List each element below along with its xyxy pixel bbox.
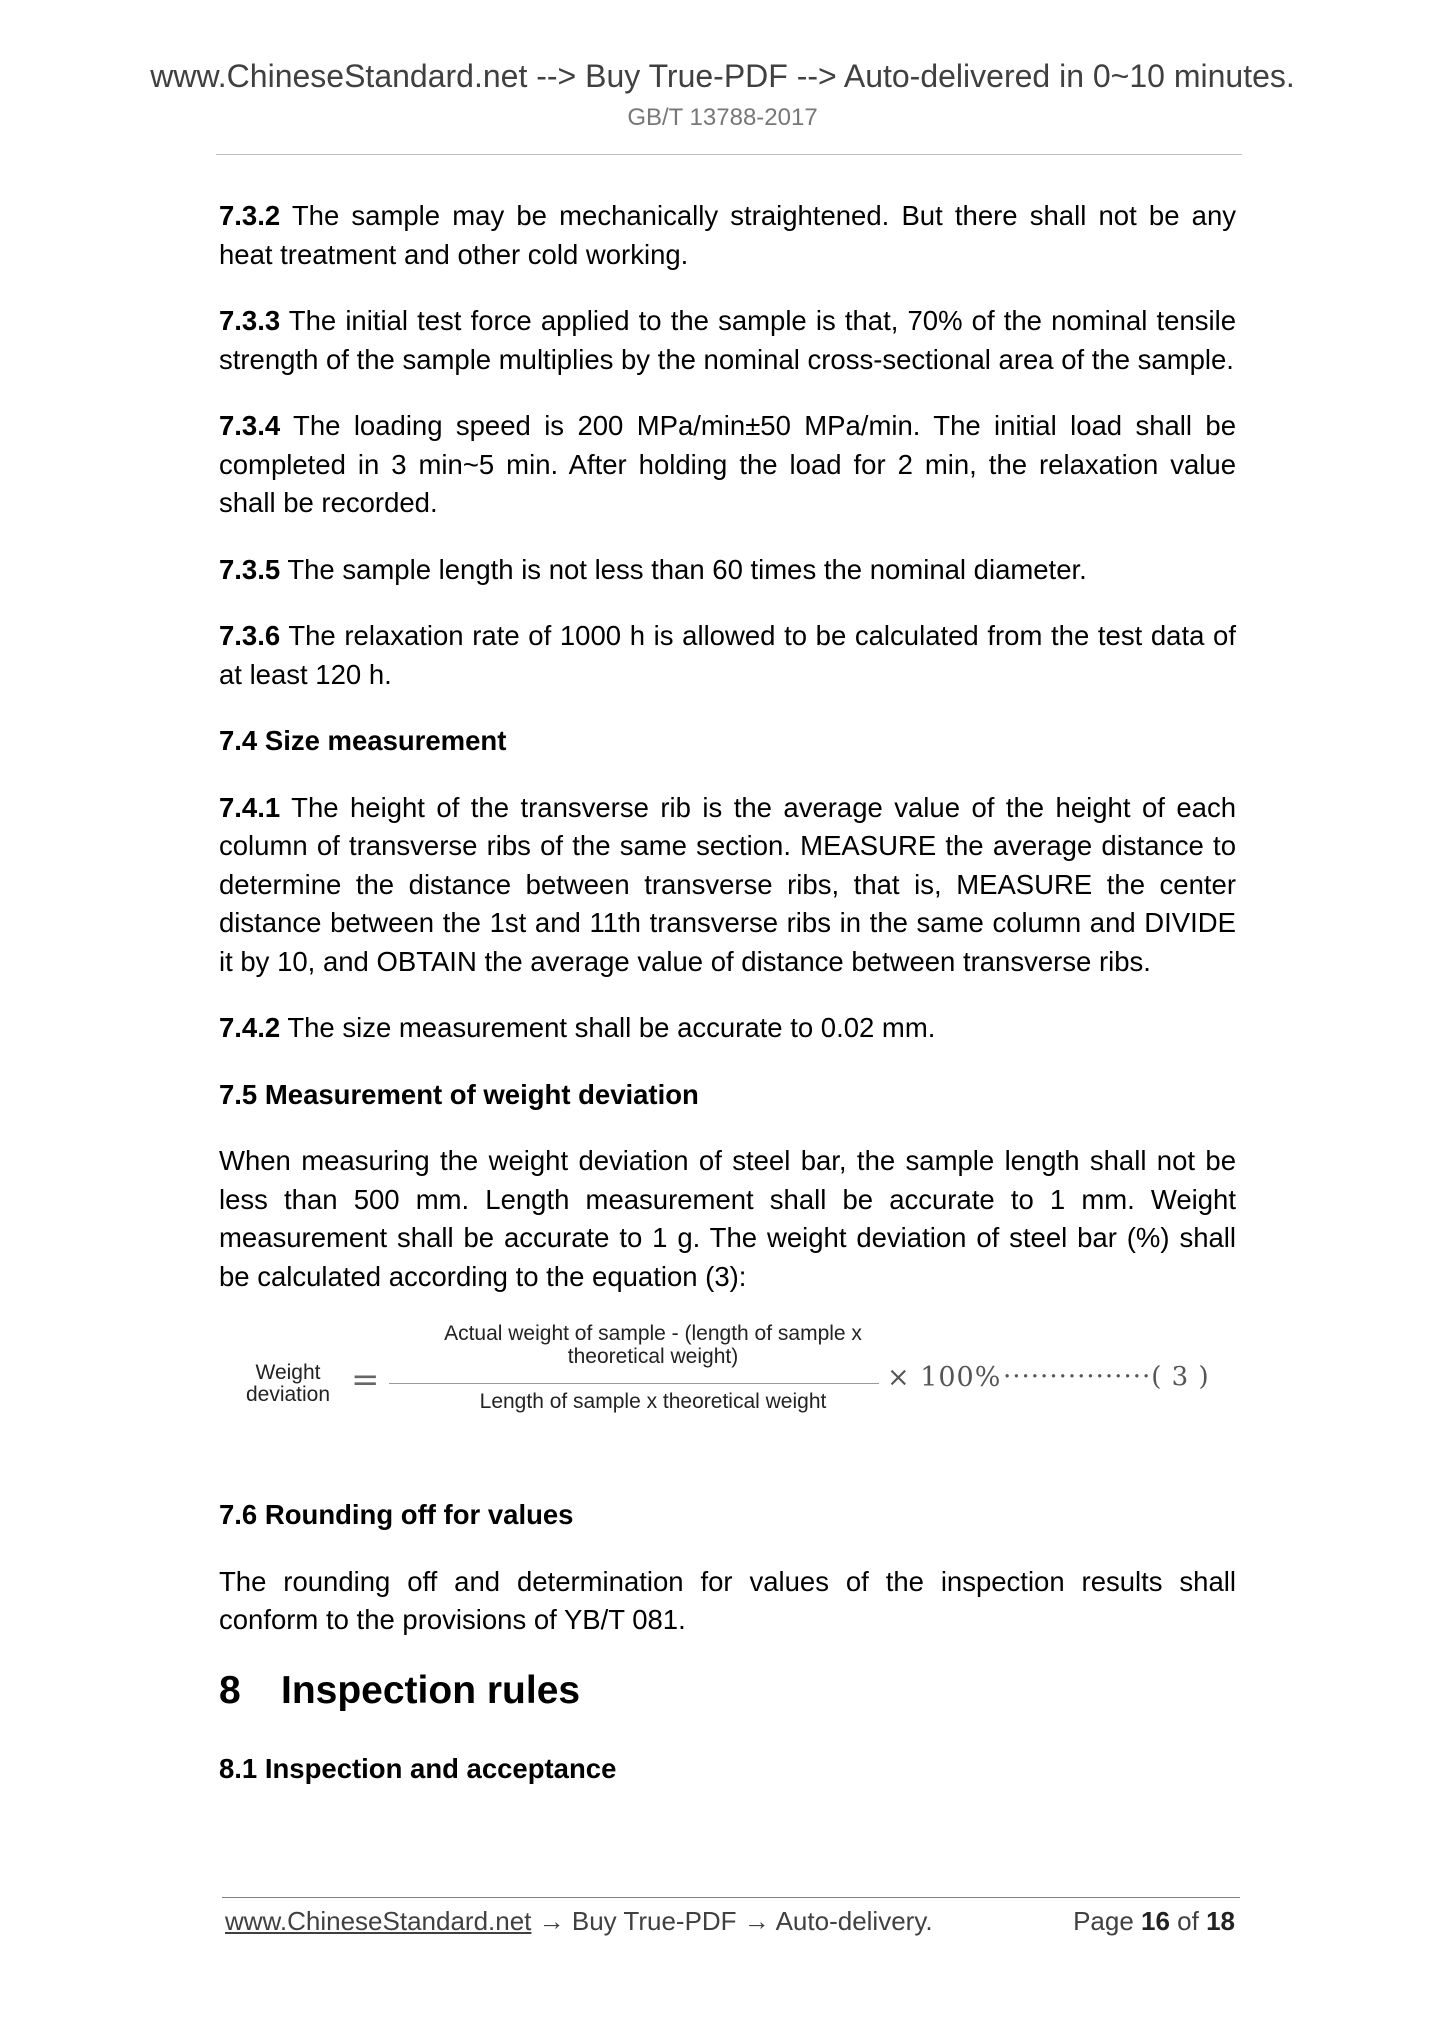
equation-number [1003,1362,1210,1392]
numerator-line: theoretical weight) [567,1345,739,1368]
footer-delivery-text: Auto-delivery. [775,1906,933,1936]
footer-buy-text: Buy True-PDF [571,1906,737,1936]
heading-8 [219,1668,1236,1714]
clause-text: The height of the transverse rib is the average value of the height of each column of transverse ribs of the same section. MEASURE the average distance to determine the distance between transverse ribs, that is, MEASURE the center distance between the 1st and 11th transverse ribs in the same column and DIVIDE it by 10, and OBTAIN the average value of distance between transverse ribs. [219,791,1236,977]
chapter-title: Inspection rules [281,1668,581,1712]
clause-text: The initial test force applied to the sample is that, 70% of the nominal tensile strength of the sample multiplies by the nominal cross-sectional area of the sample. [219,305,1236,375]
equation-label [243,1362,333,1406]
clause-7-4-2 [219,1009,1236,1048]
chapter-number: 8 [219,1668,241,1712]
clause-text: The size measurement shall be accurate to 0.02 mm. [280,1012,936,1043]
clause-number: 7.4.2 [219,1012,281,1043]
equation-label-line: Weight [255,1361,321,1384]
clause-7-3-6 [219,617,1236,694]
arrow-icon: → [736,1906,776,1936]
equation-3 [219,1318,1236,1468]
equation-label-line: deviation [245,1383,331,1406]
header-banner: www.ChineseStandard.net --> Buy True-PDF --> Auto-delivered in 0~10 minutes. [150,58,1295,94]
heading-7-4: 7.4 Size measurement [219,725,507,756]
footer [225,1904,1235,1938]
clause-number: 7.3.4 [219,410,281,441]
arrow-icon: → [531,1906,572,1936]
dot-leader: ················ [1003,1362,1152,1392]
equals-sign: = [351,1360,380,1400]
page-prefix: Page [1073,1906,1142,1936]
equation-numerator [381,1322,925,1368]
clause-text: The relaxation rate of 1000 h is allowed to be calculated from the test data of at least 120 h. [219,620,1236,690]
clause-number: 7.4.1 [219,791,281,823]
paragraph-7-6: The rounding off and determination for values of the inspection results shall conform to the provisions of YB/T 081. [219,1565,1236,1635]
fraction-bar [389,1383,879,1384]
percent-multiplier: × 100% [887,1362,1002,1393]
clause-7-3-4 [219,407,1236,523]
page-number [1073,1904,1235,1938]
clause-number: 7.3.3 [219,305,281,336]
clause-7-3-2 [219,197,1236,274]
heading-7-6: 7.6 Rounding off for values [219,1499,574,1530]
page-current: 16 [1141,1906,1170,1936]
footer-divider [222,1897,1240,1898]
page-total: 18 [1206,1906,1235,1936]
clause-7-3-3 [219,302,1236,379]
paragraph-7-5: When measuring the weight deviation of steel bar, the sample length shall not be less than 500 mm. Length measurement shall be accurate to 1 mm. Weight measurement shall be accurate to 1 g. The weight deviation of steel bar (%) shall be calculated according to the equation (3): [219,1145,1236,1292]
standard-code: GB/T 13788-2017 [627,104,818,131]
clause-number: 7.3.6 [219,620,281,651]
footer-site-link[interactable]: www.ChineseStandard.net [225,1906,532,1936]
clause-number: 7.3.2 [219,200,281,231]
clause-7-4-1 [219,789,1236,982]
clause-number: 7.3.5 [219,553,281,585]
equation-number-label: ( 3 ) [1151,1362,1210,1392]
clause-7-3-5 [219,551,1236,590]
page-of: of [1169,1906,1207,1936]
clause-text: The sample length is not less than 60 times the nominal diameter. [280,553,1087,585]
equation-denominator: Length of sample x theoretical weight [479,1390,827,1413]
heading-8-1: 8.1 Inspection and acceptance [219,1752,617,1784]
header-divider [216,154,1242,155]
numerator-line: Actual weight of sample - (length of sample x [444,1322,862,1345]
heading-7-5: 7.5 Measurement of weight deviation [219,1078,699,1110]
clause-text: The sample may be mechanically straightened. But there shall not be any heat treatment and other cold working. [219,200,1236,270]
clause-text: The loading speed is 200 MPa/min±50 MPa/min. The initial load shall be completed in 3 min~5 min. After holding the load for 2 min, the relaxation value shall be recorded. [219,410,1236,518]
page-body [219,197,1236,1816]
